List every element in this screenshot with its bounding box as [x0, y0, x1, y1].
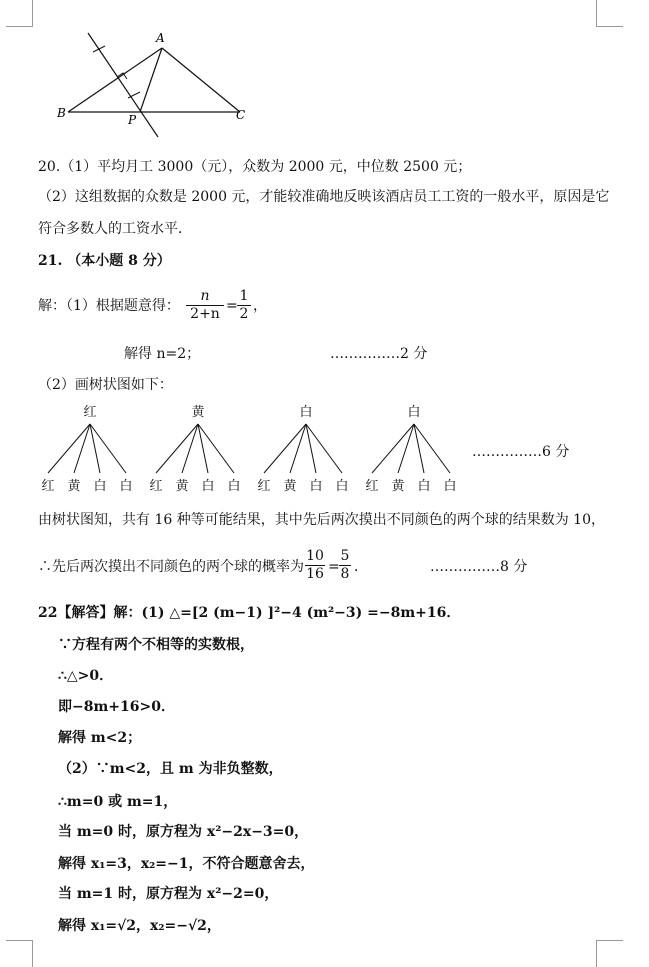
q21-part1-suffix: ， — [253, 298, 267, 314]
q21-score-8: ……………8 分 — [430, 559, 528, 575]
tree-leaf: 红 — [41, 479, 55, 494]
tree-leaf: 黄 — [67, 479, 81, 494]
q22-line11: 解得 x₁=√2，x₂=−√2， — [58, 918, 221, 934]
fraction-numerator: 5 — [340, 548, 350, 564]
tree-root-1: 红 — [83, 405, 97, 420]
q21-score-2: ……………2 分 — [330, 346, 428, 362]
q20-line2: （2）这组数据的众数是 2000 元，才能较准确地反映该酒店员工工资的一般水平，原因是它 — [38, 189, 610, 205]
equals-sign: = — [328, 559, 340, 575]
triangle-side-ab — [68, 48, 162, 112]
tree-leaf: 白 — [417, 479, 431, 494]
fraction-one-half — [237, 288, 251, 323]
label-a: A — [156, 31, 165, 45]
q22-line9: 解得 x₁=3，x₂=−1，不符合题意舍去， — [58, 856, 315, 872]
tree-leaf: 白 — [227, 479, 241, 494]
tree-leaf: 白 — [119, 479, 133, 494]
tree-leaf: 黄 — [391, 479, 405, 494]
q21-solve: 解得 n=2； — [124, 346, 201, 362]
tree-leaf: 白 — [309, 479, 323, 494]
q21-heading: 21. （本小题 8 分） — [38, 253, 171, 269]
q20-line3: 符合多数人的工资水平． — [38, 221, 192, 237]
q21-conclusion: 由树状图知，共有 16 种等可能结果，其中先后两次摸出不同颜色的两个球的结果数为 10， — [38, 512, 605, 528]
tree-root-3: 白 — [299, 405, 313, 420]
tree-leaf: 白 — [443, 479, 457, 494]
q22-line4: 即−8m+16>0． — [58, 699, 175, 715]
tree-leaf: 黄 — [175, 479, 189, 494]
q22-line1: 22【解答】解：(1) △=[2 (m−1) ]²−4 (m²−3) =−8m+16． — [38, 605, 461, 621]
tree-leaf: 白 — [201, 479, 215, 494]
q21-probability-suffix: ． — [354, 559, 368, 575]
q21-part2: （2）画树状图如下： — [38, 377, 173, 393]
fraction-ten-sixteenths — [305, 548, 325, 583]
fraction-numerator: 1 — [239, 288, 249, 304]
tree-root-2: 黄 — [191, 405, 205, 420]
q22-line8: 当 m=0 时，原方程为 x²−2x−3=0， — [58, 824, 309, 840]
label-b: B — [57, 106, 66, 120]
corner-mark-top-right — [596, 0, 623, 27]
fraction-numerator: 10 — [306, 548, 324, 564]
fraction-denominator: 2 — [239, 306, 249, 322]
triangle-side-ac — [162, 48, 240, 112]
triangle-figure — [50, 25, 270, 145]
corner-mark-top-left — [6, 0, 33, 27]
arc-mark-top — [93, 46, 105, 52]
q22-line3: ∴△>0． — [58, 668, 114, 684]
tree-root-4: 白 — [407, 405, 421, 420]
q21-part1-prefix: 解：（1）根据题意得： — [38, 298, 180, 314]
fraction-five-eighths — [339, 548, 351, 583]
tree-leaf: 红 — [257, 479, 271, 494]
label-p: P — [128, 113, 137, 127]
q22-line5: 解得 m<2； — [58, 730, 142, 746]
perpendicular-bisector — [88, 33, 158, 137]
fraction-denominator: 2+n — [190, 306, 220, 322]
corner-mark-bottom-left — [6, 940, 33, 967]
q22-line10: 当 m=1 时，原方程为 x²−2=0， — [58, 886, 279, 902]
label-c: C — [236, 108, 246, 122]
tree-leaf: 红 — [365, 479, 379, 494]
q20-line1: 20.（1）平均月工 3000（元），众数为 2000 元，中位数 2500 元； — [38, 159, 472, 175]
segment-ap — [140, 48, 162, 112]
tree-leaf: 黄 — [283, 479, 297, 494]
fraction-denominator: 16 — [306, 566, 324, 582]
tree-leaf: 白 — [93, 479, 107, 494]
fraction-numerator: n — [200, 288, 210, 304]
q22-line7: ∴m=0 或 m=1， — [58, 794, 178, 810]
fraction-denominator: 8 — [340, 566, 350, 582]
corner-mark-bottom-right — [596, 940, 623, 967]
q22-line2: ∵方程有两个不相等的实数根， — [58, 637, 254, 653]
q22-line6: （2）∵m<2，且 m 为非负整数， — [58, 761, 283, 777]
tree-leaf: 白 — [335, 479, 349, 494]
q21-score-6: ……………6 分 — [472, 444, 570, 460]
fraction-n-over-2-plus-n — [186, 288, 224, 323]
equals-sign: = — [226, 298, 238, 314]
q21-probability-prefix: ∴先后两次摸出不同颜色的两个球的概率为 — [38, 559, 304, 575]
tree-leaf: 红 — [149, 479, 163, 494]
